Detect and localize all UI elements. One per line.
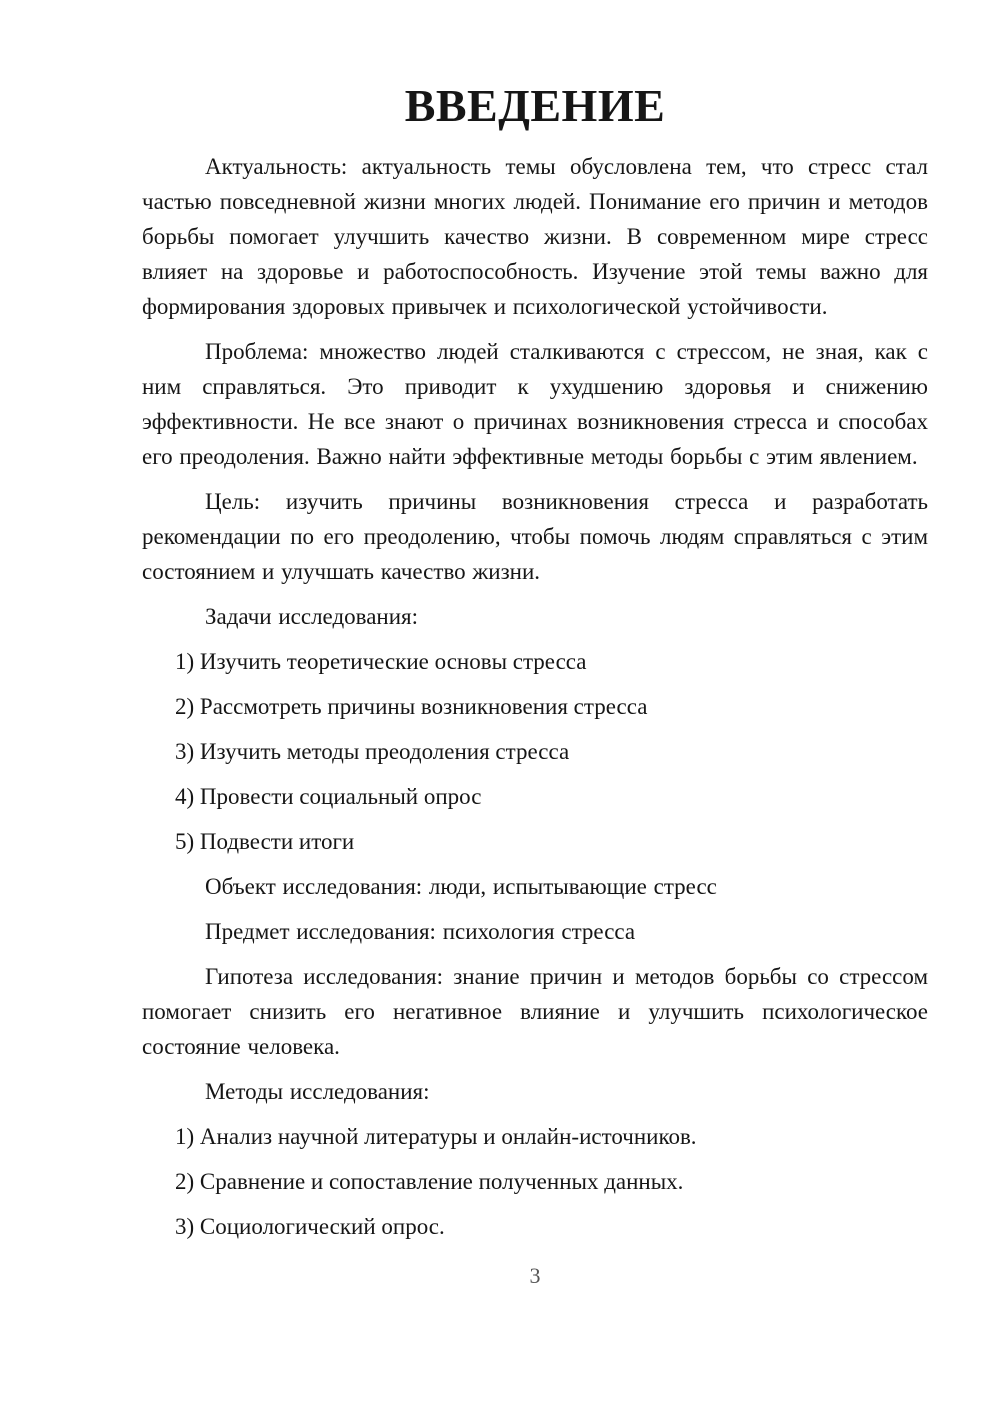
- task-list-item: 3) Изучить методы преодоления стресса: [175, 739, 570, 764]
- paragraph-problem: Проблема: множество людей сталкиваются с стрессом, не зная, как с ним справляться. Это приводит к ухудшению здоровья и снижению эффективности. Не все знают о причинах возникновения стресса и способах его преодоления. Важно найти эффективные методы борьбы с этим явлением.: [142, 339, 928, 469]
- paragraph-object: Объект исследования: люди, испытывающие стресс: [205, 874, 717, 899]
- page-number: 3: [529, 1263, 541, 1288]
- task-list-item: 1) Изучить теоретические основы стресса: [175, 649, 587, 674]
- method-list-item: 2) Сравнение и сопоставление полученных данных.: [175, 1169, 684, 1194]
- paragraph-subject: Предмет исследования: психология стресса: [205, 919, 636, 944]
- paragraph-relevance: Актуальность: актуальность темы обусловлена тем, что стресс стал частью повседневной жизни многих людей. Понимание его причин и методов борьбы помогает улучшить качество жизни. В современном мире стресс влияет на здоровье и работоспособность. Изучение этой темы важно для формирования здоровых привычек и психологической устойчивости.: [142, 154, 928, 319]
- methods-heading: Методы исследования:: [205, 1079, 430, 1104]
- paragraph-hypothesis: Гипотеза исследования: знание причин и методов борьбы со стрессом помогает снизить его негативное влияние и улучшить психологическое состояние человека.: [142, 964, 928, 1059]
- method-list-item: 3) Социологический опрос.: [175, 1214, 445, 1239]
- tasks-heading: Задачи исследования:: [205, 604, 419, 629]
- method-list-item: 1) Анализ научной литературы и онлайн-источников.: [175, 1124, 697, 1149]
- task-list-item: 4) Провести социальный опрос: [175, 784, 482, 809]
- page-title: ВВЕДЕНИЕ: [404, 80, 666, 131]
- task-list-item: 2) Рассмотреть причины возникновения стресса: [175, 694, 648, 719]
- paragraph-goal: Цель: изучить причины возникновения стресса и разработать рекомендации по его преодолению, чтобы помочь людям справляться с этим состоянием и улучшать качество жизни.: [142, 489, 928, 584]
- task-list-item: 5) Подвести итоги: [175, 829, 355, 854]
